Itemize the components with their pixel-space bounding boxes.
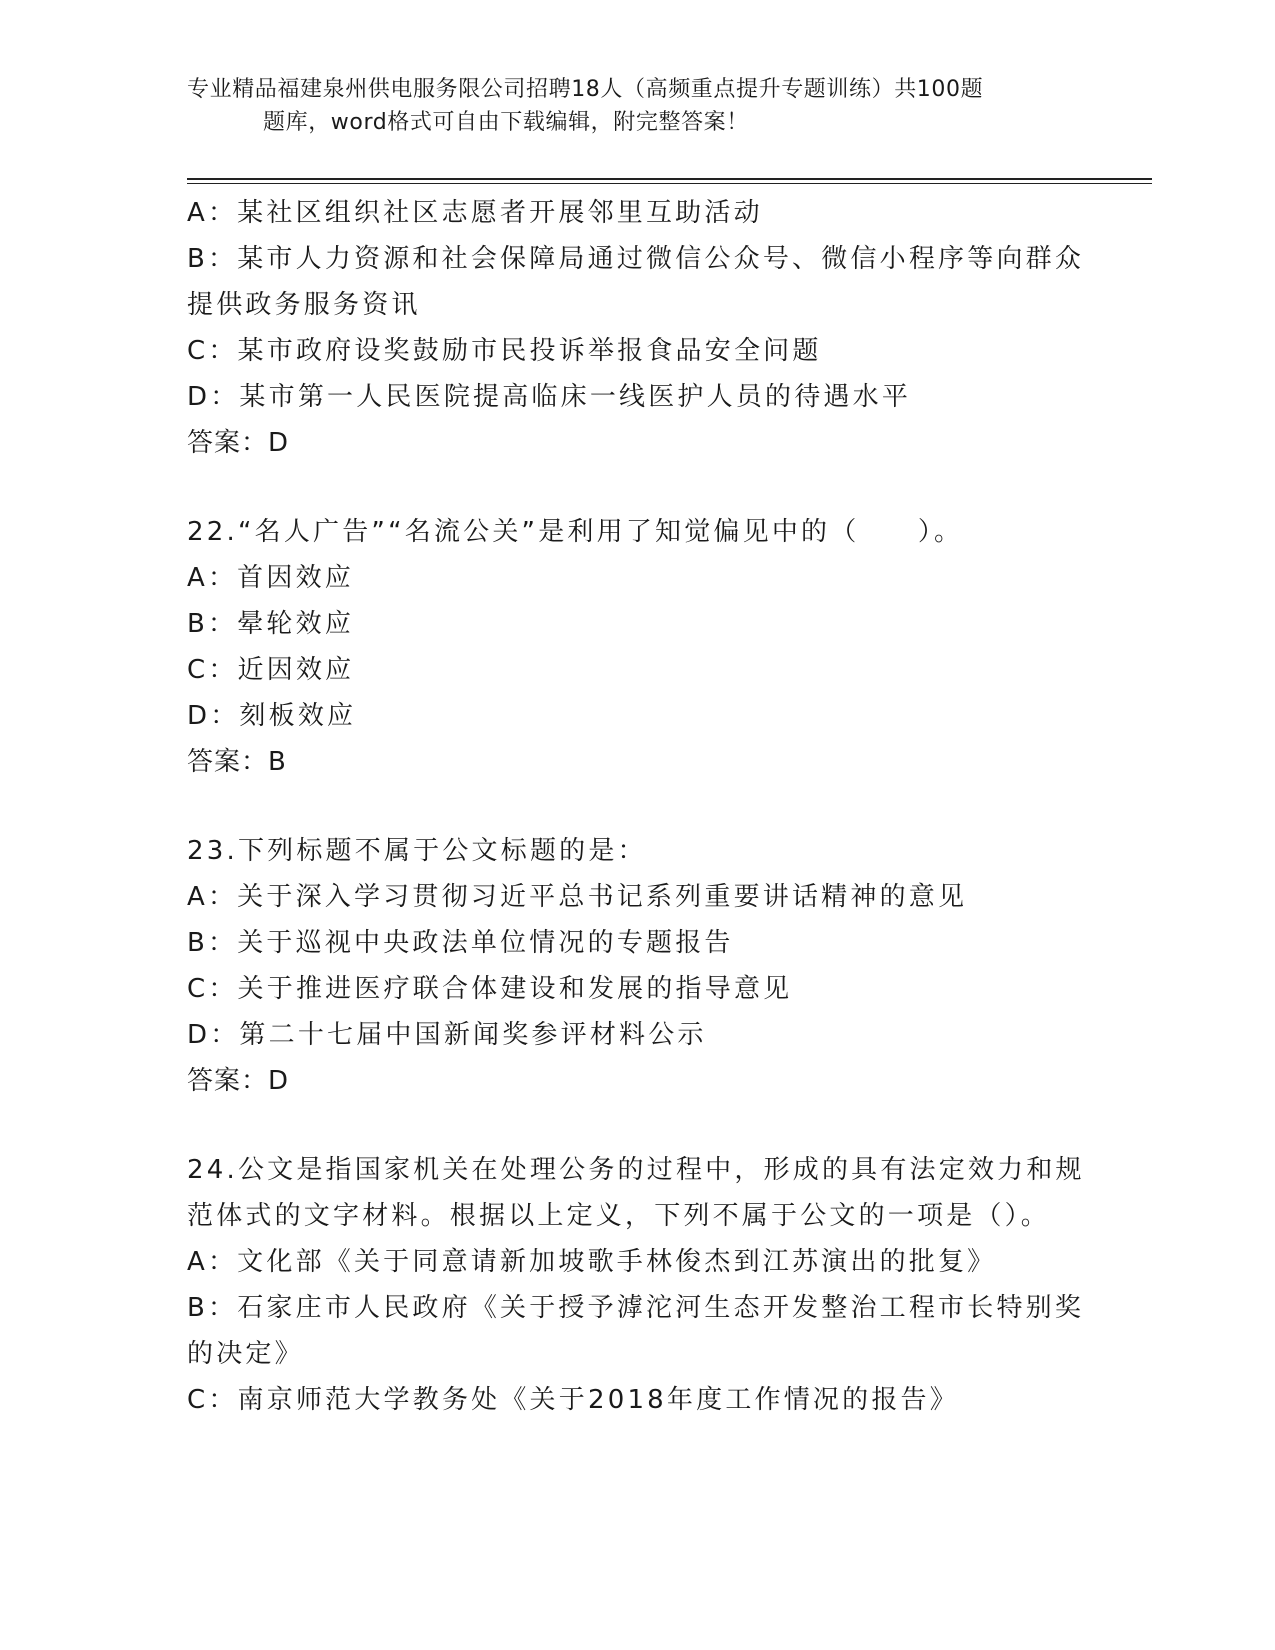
- question-line: B：石家庄市人民政府《关于授予滹沱河生态开发整治工程市长特别奖: [187, 1293, 1085, 1323]
- question-line: B：某市人力资源和社会保障局通过微信公众号、微信小程序等向群众: [187, 244, 1085, 274]
- question-line: C：近因效应: [187, 655, 355, 685]
- question-line: B：晕轮效应: [187, 609, 355, 639]
- question-line: B：关于巡视中央政法单位情况的专题报告: [187, 928, 734, 958]
- question-line: A：文化部《关于同意请新加坡歌手林俊杰到江苏演出的批复》: [187, 1247, 997, 1277]
- question-block: [187, 1147, 1085, 1423]
- question-line: A：关于深入学习贯彻习近平总书记系列重要讲话精神的意见: [187, 882, 968, 912]
- header-divider-thin: [187, 183, 1152, 184]
- question-block: [187, 828, 1077, 1104]
- question-block: [187, 509, 1077, 785]
- answer-line: 答案：B: [187, 747, 287, 777]
- question-line: D：某市第一人民医院提高临床一线医护人员的待遇水平: [187, 382, 912, 412]
- answer-line: 答案：D: [187, 428, 290, 458]
- question-line: 24.公文是指国家机关在处理公务的过程中，形成的具有法定效力和规: [187, 1155, 1085, 1185]
- header-title-line-1: 专业精品福建泉州供电服务限公司招聘18人（高频重点提升专题训练）共100题: [187, 77, 984, 102]
- question-line: A：首因效应: [187, 563, 354, 593]
- question-line: 的决定》: [187, 1339, 304, 1369]
- question-block: [187, 190, 1085, 466]
- block-spacer: [187, 466, 1077, 509]
- header-divider-thick: [187, 178, 1152, 180]
- question-line: 22.“名人广告”“名流公关”是利用了知觉偏见中的（ ）。: [187, 517, 964, 547]
- question-line: C：南京师范大学教务处《关于2018年度工作情况的报告》: [187, 1385, 959, 1415]
- question-line: 23.下列标题不属于公文标题的是：: [187, 836, 647, 866]
- question-line: D：刻板效应: [187, 701, 357, 731]
- question-line: C：关于推进医疗联合体建设和发展的指导意见: [187, 974, 793, 1004]
- question-line: D：第二十七届中国新闻奖参评材料公示: [187, 1020, 707, 1050]
- header-title-line-2: 题库，word格式可自由下载编辑，附完整答案！: [263, 110, 749, 135]
- question-line: A：某社区组织社区志愿者开展邻里互助活动: [187, 198, 763, 228]
- question-line: C：某市政府设奖鼓励市民投诉举报食品安全问题: [187, 336, 822, 366]
- question-line: 范体式的文字材料。根据以上定义，下列不属于公文的一项是（）。: [187, 1201, 1051, 1231]
- block-spacer: [187, 785, 1077, 828]
- question-line: 提供政务服务资讯: [187, 290, 421, 320]
- answer-line: 答案：D: [187, 1066, 290, 1096]
- question-content: [187, 190, 1085, 1423]
- block-spacer: [187, 1104, 1077, 1147]
